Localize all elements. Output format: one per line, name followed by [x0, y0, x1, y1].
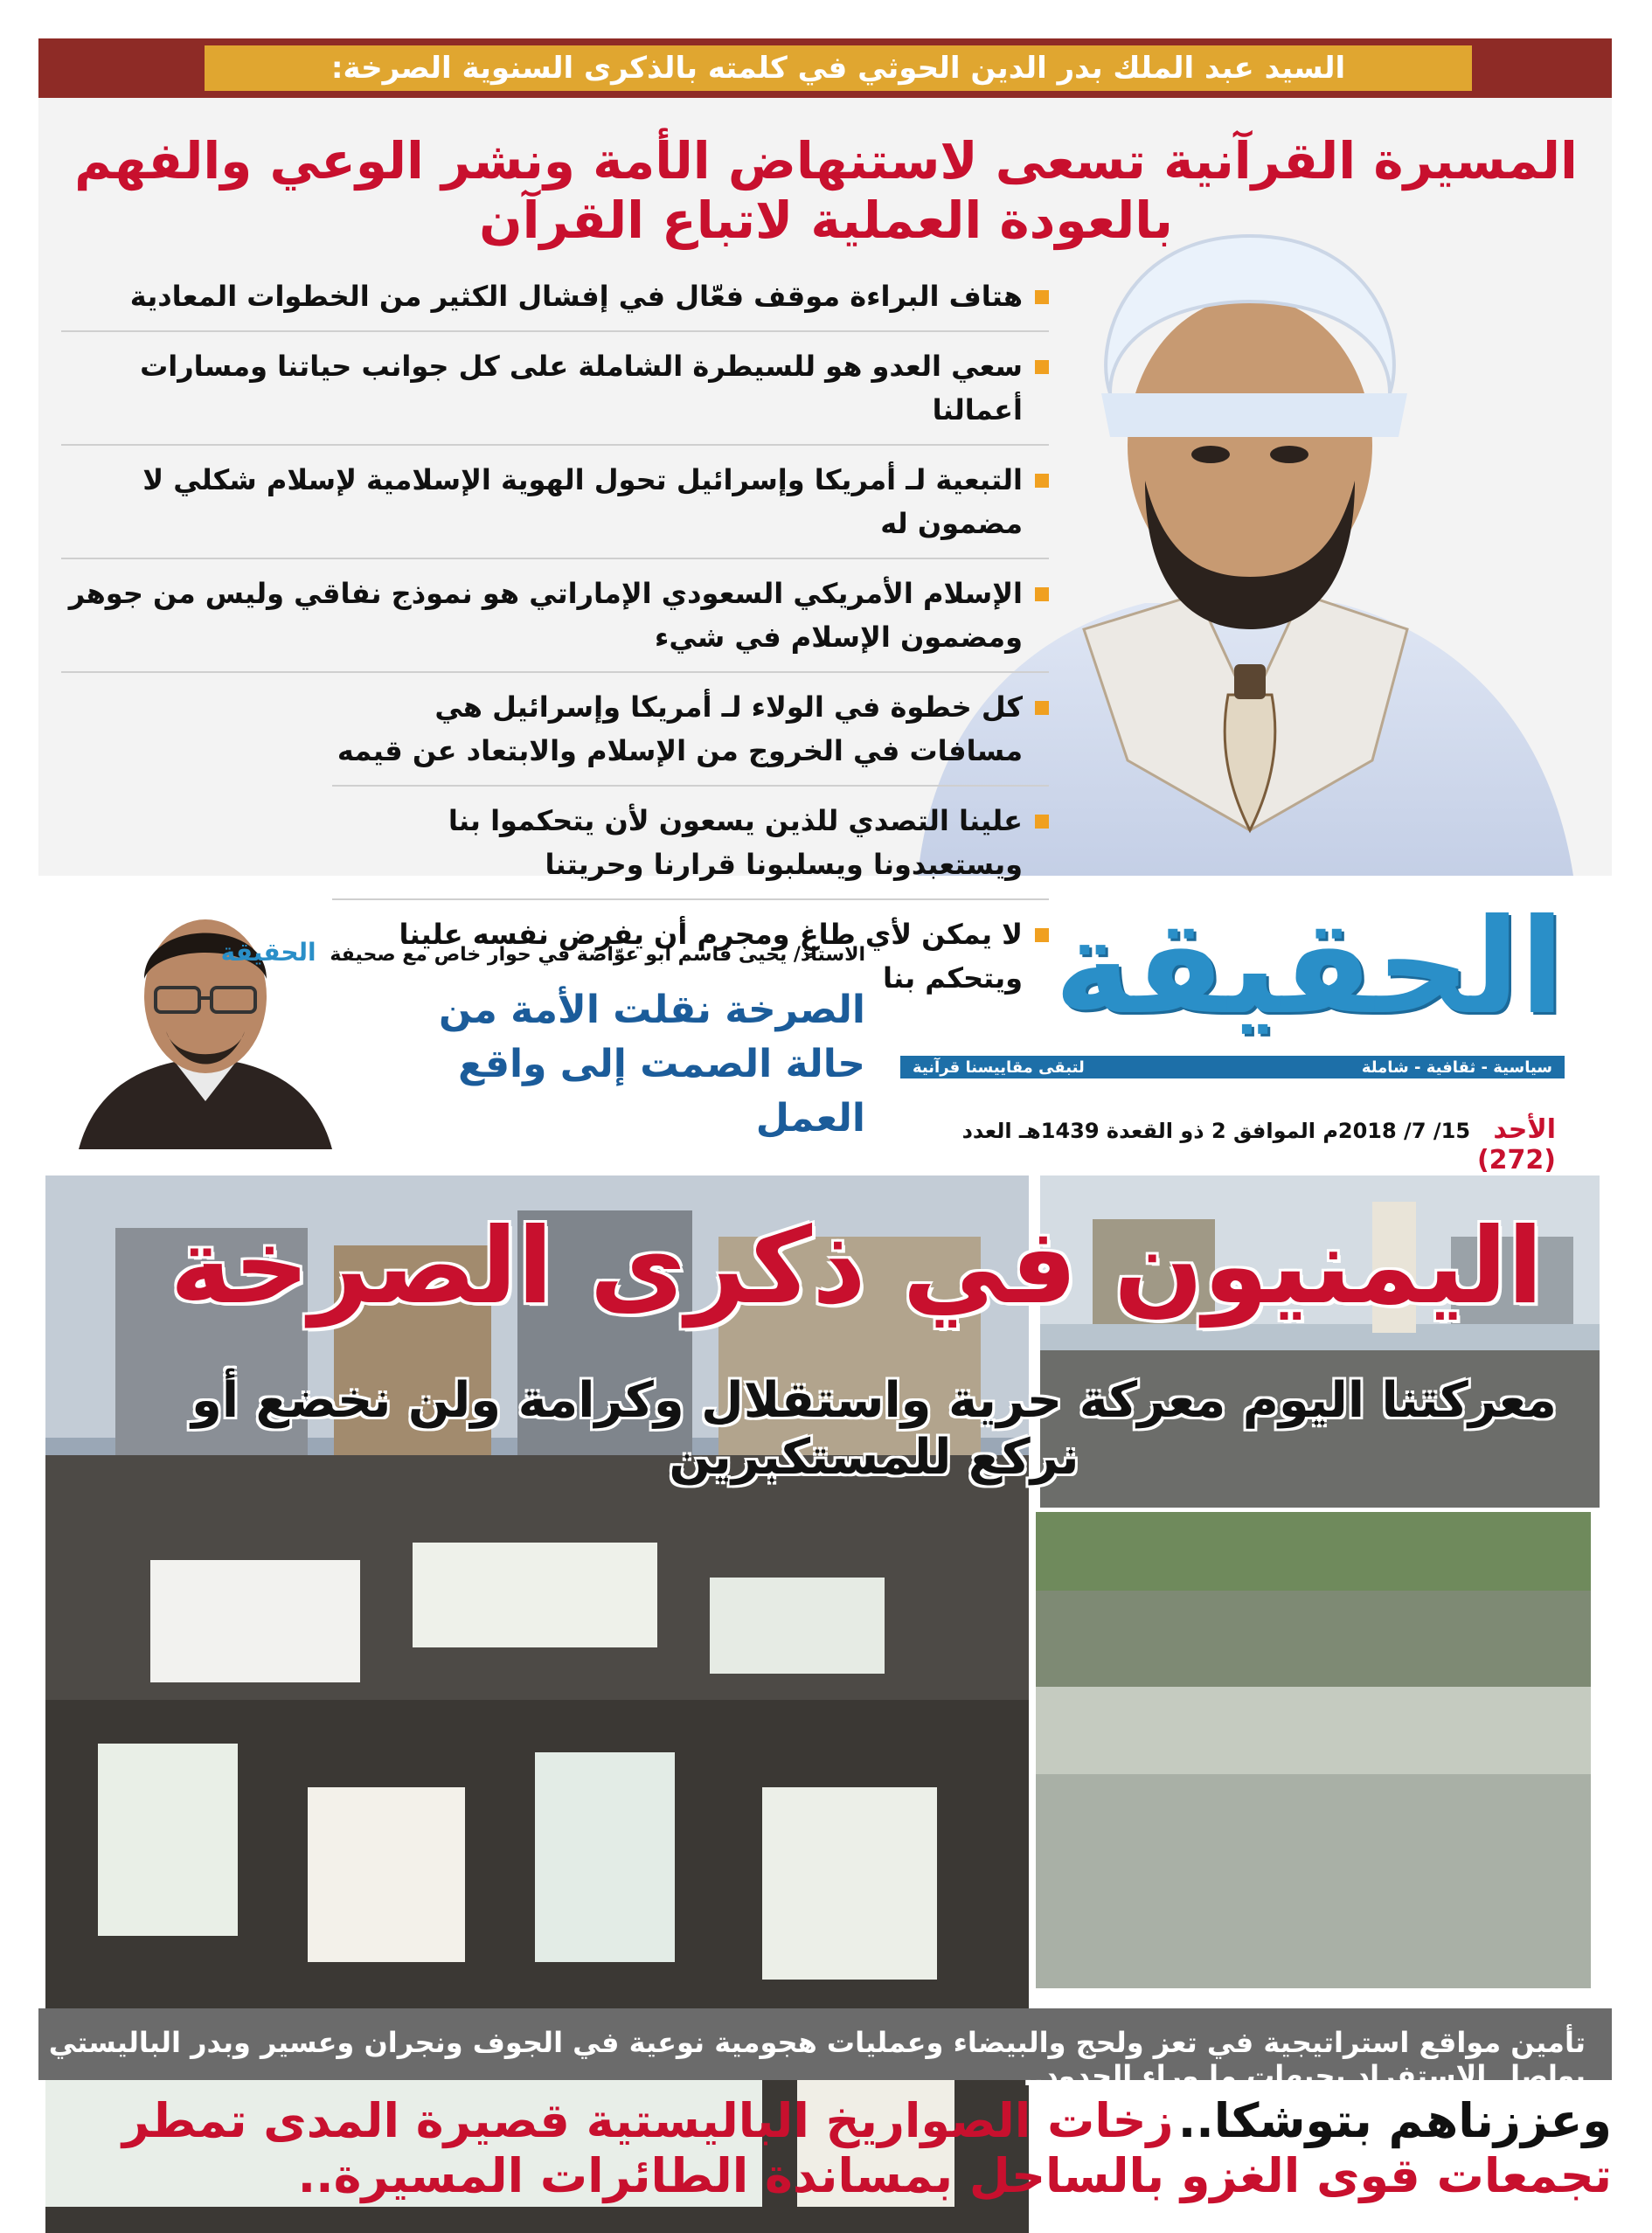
bullet-square-icon: [1035, 587, 1049, 601]
issue-label: العدد: [961, 1119, 1012, 1143]
bullet-text: الإسلام الأمريكي السعودي الإماراتي هو نموذج نفاقي وليس من جوهر ومضمون الإسلام في شيء: [68, 577, 1023, 654]
bottom-gray-strip: [38, 2008, 1612, 2092]
bullet-text: لا يمكن لأي طاغٍ ومجرم أن يفرض نفسه علينا ويتحكم بنا: [399, 918, 1023, 995]
bullet-item: [61, 332, 1049, 446]
bullet-item: [61, 446, 1049, 559]
bullet-item: [61, 559, 1049, 673]
interview-kicker-text: الاستاذ/ يحيى قاسم ابو عوّاضة في حوار خاص مع صحيفة: [330, 944, 865, 966]
bullet-text: علينا التصدي للذين يسعون لأن يتحكموا بنا ويستعبدونا ويسلبونا قرارنا وحريتنا: [448, 804, 1023, 881]
masthead: [892, 891, 1582, 1101]
bullet-item: [332, 673, 1049, 787]
date-line: [927, 1114, 1556, 1175]
bullet-text: التبعية لـ أمريكا وإسرائيل تحول الهوية الإسلامية لإسلام شكلي لا مضمون له: [142, 463, 1023, 540]
top-banner: [38, 38, 1612, 98]
bullet-item: [332, 787, 1049, 900]
masthead-title: الحقيقة: [1054, 891, 1565, 1044]
rally-subheadline: معركتنا اليوم معركة حرية واستقلال وكرامة ولن نخضع أو نركع للمستكبرين: [191, 1372, 1557, 1486]
masthead-tagline-left: لتبقى مقاييسنا قرآنية: [913, 1058, 1085, 1077]
bullet-square-icon: [1035, 290, 1049, 304]
bullet-item: [61, 262, 1049, 332]
interview-brand: الحقيقة: [220, 938, 316, 967]
bullet-text: سعي العدو هو للسيطرة الشاملة على كل جوانب حياتنا ومسارات أعمالنا: [140, 350, 1023, 426]
bottom-headline-rest: زخات الصواريخ الباليستية قصيرة المدى تمطر تجمعات قوى الغزو بالساحل بمساندة الطائرات المسيرة..: [121, 2093, 1612, 2203]
masthead-tagline-right: سياسية - ثقافية - شاملة: [1361, 1058, 1552, 1077]
interview-title: الصرخة نقلت الأمة من حالة الصمت إلى واقع العمل: [438, 988, 865, 1141]
bottom-gray-text: تأمين مواقع استراتيجية في تعز ولحج والبيضاء وعمليات هجومية نوعية في الجوف ونجران وعسير وبدر الباليستي يواصل الاستفراد بجبهات ما وراء الحدود..: [48, 2026, 1586, 2092]
top-banner-strip: [205, 45, 1472, 91]
bullet-text: هتاف البراءة موقف فعّال في إفشال الكثير من الخطوات المعادية: [129, 280, 1023, 313]
interview-teaser[interactable]: [52, 896, 874, 1149]
rally-crowd-road-image: [1036, 1512, 1591, 1988]
date-text: 15/ 7/ 2018م الموافق 2 ذو القعدة 1439هـ: [1018, 1119, 1471, 1143]
main-headline: المسيرة القرآنية تسعى لاستنهاض الأمة ونشر الوعي والفهم بالعودة العملية لاتباع القرآن: [74, 131, 1578, 250]
masthead-tagline-bar: [900, 1056, 1565, 1078]
top-banner-text: السيد عبد الملك بدر الدين الحوثي في كلمته بالذكرى السنوية الصرخة:: [330, 51, 1346, 86]
issue-number: (272): [1476, 1145, 1556, 1175]
date-day: الأحد: [1493, 1114, 1556, 1145]
bottom-headline: [38, 2093, 1612, 2203]
interview-kicker: [221, 938, 865, 967]
bullet-square-icon: [1035, 360, 1049, 374]
bullet-square-icon: [1035, 474, 1049, 488]
bullet-square-icon: [1035, 701, 1049, 715]
bullet-text: كل خطوة في الولاء لـ أمريكا وإسرائيل هي مسافات في الخروج من الإسلام والابتعاد عن قيمه: [337, 690, 1023, 767]
rally-headline: اليمنيون في ذكرى الصرخة: [170, 1206, 1544, 1328]
bullet-square-icon: [1035, 815, 1049, 829]
bottom-headline-lead: وعززناهم بتوشكا..: [1177, 2093, 1612, 2148]
